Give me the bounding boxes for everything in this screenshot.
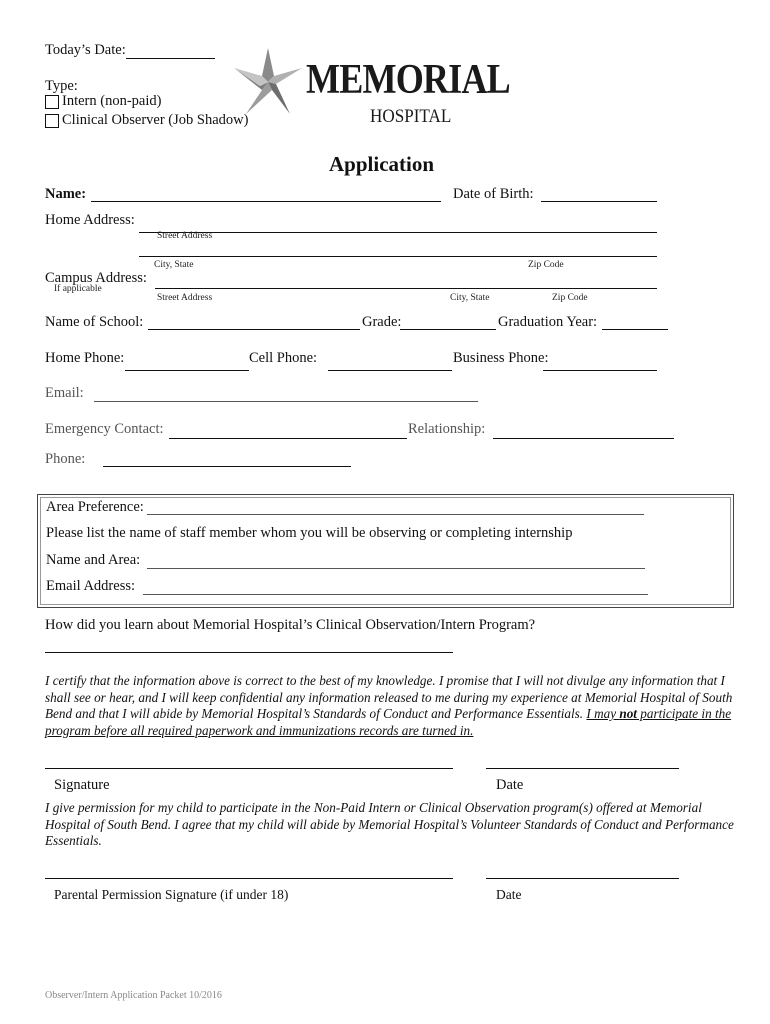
graduation-label: Graduation Year: [498, 314, 598, 330]
grade-field[interactable] [400, 329, 496, 330]
email-label: Email: [45, 385, 84, 401]
phone-label: Phone: [45, 451, 86, 467]
city-state-hint: City, State [154, 260, 194, 270]
parental-signature-field[interactable] [45, 878, 453, 879]
parental-date-label: Date [496, 887, 522, 902]
school-field[interactable] [148, 329, 360, 330]
parental-signature-label: Parental Permission Signature (if under 18) [54, 887, 289, 902]
campus-zip-hint: Zip Code [552, 293, 588, 303]
name-area-label: Name and Area: [46, 552, 141, 568]
area-preference-field[interactable] [147, 514, 644, 515]
signature-date-label: Date [496, 777, 524, 793]
certify-underline-pre: I may [586, 706, 620, 721]
business-phone-field[interactable] [543, 370, 657, 371]
signature-date-field[interactable] [486, 768, 679, 769]
signature-field[interactable] [45, 768, 453, 769]
intern-checkbox[interactable] [45, 95, 59, 109]
intern-option-label: Intern (non-paid) [62, 93, 162, 109]
certify-underline-bold: not [619, 706, 637, 721]
star-logo-icon [232, 46, 304, 118]
if-applicable-hint: If applicable [54, 284, 102, 294]
campus-street-hint: Street Address [157, 293, 213, 303]
relationship-field[interactable] [493, 438, 674, 439]
name-area-field[interactable] [147, 568, 645, 569]
staff-instruction: Please list the name of staff member whom you will be observing or completing internship [46, 525, 573, 541]
campus-city-state-hint: City, State [450, 293, 490, 303]
business-phone-label: Business Phone: [453, 350, 549, 366]
home-address-label: Home Address: [45, 212, 135, 228]
todays-date-label: Today’s Date: [45, 42, 126, 58]
program-answer-field[interactable] [45, 652, 453, 653]
home-city-zip-field[interactable] [139, 256, 657, 257]
cell-phone-label: Cell Phone: [249, 350, 318, 366]
campus-address-label: Campus Address: [45, 270, 147, 286]
signature-label: Signature [54, 777, 110, 793]
street-address-hint: Street Address [157, 231, 213, 241]
home-phone-field[interactable] [125, 370, 249, 371]
school-label: Name of School: [45, 314, 144, 330]
box-email-field[interactable] [143, 594, 648, 595]
todays-date-field[interactable] [126, 58, 215, 59]
cell-phone-field[interactable] [328, 370, 452, 371]
dob-label: Date of Birth: [453, 186, 534, 202]
observer-option-label: Clinical Observer (Job Shadow) [62, 112, 249, 128]
logo-name: MEMORIAL [306, 57, 510, 103]
area-preference-label: Area Preference: [46, 499, 144, 515]
permission-paragraph: I give permission for my child to participate in the Non-Paid Intern or Clinical Observation program(s) offered at Memorial Hospital of South Bend. I agree that my child will abide by Memorial Hospital’s Volunteer Standards of Conduct and Performance Essentials. [45, 800, 734, 848]
certify-text: I certify that the information above is correct to the best of my knowledge. I promise that I will not divulge any information that I shall see or hear, and I will keep confidential any information released to me during my experience at Memorial Hospital of South Bend and that I will abide by Memorial Hospital’s Standards of Conduct and Performance Essentials. [45, 673, 733, 721]
parental-date-field[interactable] [486, 878, 679, 879]
program-question: How did you learn about Memorial Hospital’s Clinical Observation/Intern Program? [45, 617, 536, 633]
emergency-phone-field[interactable] [103, 466, 351, 467]
box-email-label: Email Address: [46, 578, 136, 594]
name-field[interactable] [91, 201, 441, 202]
zip-code-hint: Zip Code [528, 260, 564, 270]
home-phone-label: Home Phone: [45, 350, 125, 366]
emergency-contact-field[interactable] [169, 438, 407, 439]
home-street-field[interactable] [139, 232, 657, 233]
observer-checkbox[interactable] [45, 114, 59, 128]
email-field[interactable] [94, 401, 478, 402]
certify-paragraph [45, 673, 735, 739]
grade-label: Grade: [362, 314, 402, 330]
logo-sub: HOSPITAL [370, 106, 452, 127]
certify-underline-post: participate in the program before all required paperwork and immunizations records are turned in. [45, 706, 732, 738]
page-title: Application [329, 152, 435, 176]
relationship-label: Relationship: [408, 421, 486, 437]
type-label: Type: [45, 78, 78, 94]
footer-text: Observer/Intern Application Packet 10/2016 [45, 990, 222, 1001]
campus-address-field[interactable] [155, 288, 657, 289]
name-label: Name: [45, 186, 87, 202]
graduation-field[interactable] [602, 329, 668, 330]
emergency-contact-label: Emergency Contact: [45, 421, 164, 437]
dob-field[interactable] [541, 201, 657, 202]
